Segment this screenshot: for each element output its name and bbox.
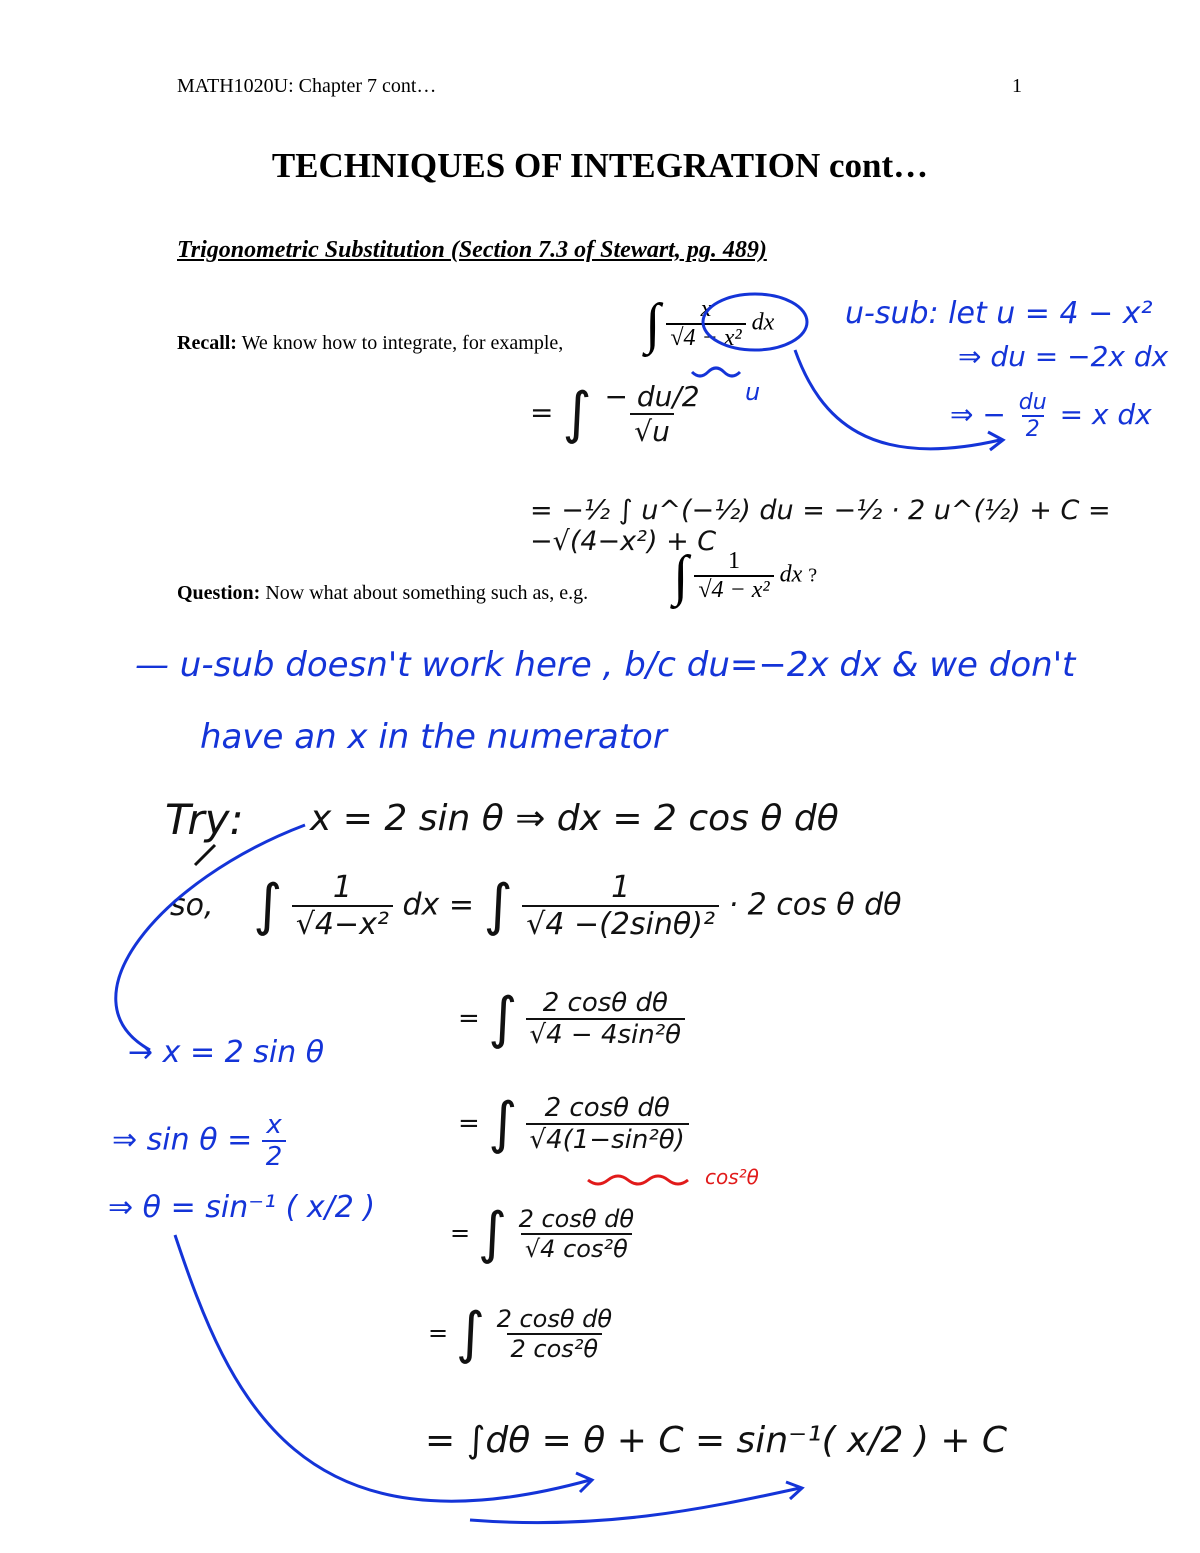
usub-step2: = −½ ∫ u^(−½) du = −½ · 2 u^(½) + C = −√(4−x²) + C <box>530 495 1111 557</box>
trig-step3-den: √4 − 4sin²θ <box>526 1018 686 1050</box>
integral-sign: ∫ <box>483 873 513 938</box>
note-line2: have an x in the numerator <box>200 717 667 757</box>
usub-note-line2: ⇒ du = −2x dx <box>958 340 1169 373</box>
integral-sign: ∫ <box>645 293 661 355</box>
side-note-line3: ⇒ θ = sin⁻¹ ( x/2 ) <box>108 1190 376 1225</box>
question-denominator: √4 − x² <box>694 575 773 604</box>
usub-note-num: du <box>1018 390 1047 415</box>
side-note-num: x <box>266 1110 282 1140</box>
usub-step1-num: − du/2 <box>604 380 700 413</box>
so-rhs-tail: · 2 cos θ dθ <box>728 887 902 923</box>
trig-final: = ∫dθ = θ + C = sin⁻¹( x/2 ) + C <box>425 1420 1008 1461</box>
question-dx: dx <box>779 561 803 588</box>
page-number: 1 <box>1012 75 1022 97</box>
so-rhs-num: 1 <box>611 870 631 905</box>
usub-note-den: 2 <box>1022 415 1044 442</box>
usub-note-line3-post: = x dx <box>1059 398 1152 431</box>
usub-step1-den: √u <box>630 413 674 448</box>
course-header: MATH1020U: Chapter 7 cont… <box>177 75 437 97</box>
so-label: so, <box>170 887 214 923</box>
trig-step4: = ∫ $\frac{\text{2 cosθ dθ}}{\text{√4(1−sin²θ)}}$ <box>458 1093 689 1155</box>
usub-note-line3-pre: ⇒ − <box>950 398 1006 431</box>
u-annotation: u <box>745 378 761 406</box>
trig-step6-den: 2 cos²θ <box>507 1333 603 1363</box>
try-underline <box>195 845 215 865</box>
u-squiggle <box>692 368 740 376</box>
integral-sign: ∫ <box>455 1301 485 1366</box>
integral-sign: ∫ <box>488 1091 518 1156</box>
usub-arrow <box>795 350 1000 449</box>
so-lhs-num: 1 <box>332 870 352 905</box>
final-arrow <box>175 1235 590 1501</box>
question-end: ? <box>808 564 818 587</box>
trig-step5-num: 2 cosθ dθ <box>518 1205 635 1233</box>
side-note-line2-pre: ⇒ sin θ = <box>112 1122 253 1158</box>
side-note-den: 2 <box>262 1140 287 1172</box>
usub-note-line1: u-sub: let u = 4 − x² <box>845 296 1153 331</box>
try-expression: x = 2 sin θ ⇒ dx = 2 cos θ dθ <box>310 798 839 839</box>
recall-numerator: x <box>700 296 712 322</box>
recall-dx: dx <box>751 309 775 336</box>
trig-step6: = ∫ $\frac{\text{2 cosθ dθ}}{\text{2 cos²θ}}$ <box>428 1305 616 1363</box>
integral-sign: ∫ <box>253 873 283 938</box>
question-numerator: 1 <box>727 548 740 574</box>
trig-step3: = ∫ $\frac{\text{2 cosθ dθ}}{\text{√4 − 4sin²θ}}$ <box>458 988 685 1050</box>
integral-sign: ∫ <box>562 381 592 446</box>
so-lhs-den: √4−x² <box>292 905 393 942</box>
integral-sign: ∫ <box>488 986 518 1051</box>
trig-step5-den: √4 cos²θ <box>521 1233 632 1263</box>
red-squiggle <box>588 1176 688 1184</box>
so-lhs-dx: dx = <box>402 887 474 923</box>
integral-sign: ∫ <box>477 1201 507 1266</box>
question-text: Now what about something such as, e.g. <box>265 582 589 604</box>
usub-circle <box>703 294 807 350</box>
question-label: Question: <box>177 582 261 604</box>
recall-label: Recall: <box>177 332 237 354</box>
usub-step1: = ∫ $\frac{- du/2}{√u}$ <box>530 380 704 448</box>
integral-sign: ∫ <box>673 545 689 607</box>
so-rhs-den: √4 −(2sinθ)² <box>522 905 719 942</box>
try-label: Try: <box>165 795 244 844</box>
cos-squared-note: cos²θ <box>705 1165 759 1189</box>
recall-denominator: √4 − x² <box>666 323 745 352</box>
section-subtitle: Trigonometric Substitution (Section 7.3 of Stewart, pg. 489) <box>177 237 767 263</box>
page-title: TECHNIQUES OF INTEGRATION cont… <box>271 146 929 185</box>
trig-step4-num: 2 cosθ dθ <box>544 1093 670 1123</box>
note-line1: — u-sub doesn't work here , b/c du=−2x dx & we don't <box>135 645 1076 685</box>
trig-step3-num: 2 cosθ dθ <box>542 988 668 1018</box>
recall-text: We know how to integrate, for example, <box>241 332 564 354</box>
trig-step4-den: √4(1−sin²θ) <box>526 1123 689 1155</box>
trig-step6-num: 2 cosθ dθ <box>496 1305 613 1333</box>
trig-step5: = ∫ $\frac{\text{2 cosθ dθ}}{\text{√4 cos²θ}}$ <box>450 1205 638 1263</box>
final-arrow-2 <box>470 1488 800 1523</box>
side-note-line1: → x = 2 sin θ <box>128 1035 325 1070</box>
try-arrow <box>116 825 305 1050</box>
